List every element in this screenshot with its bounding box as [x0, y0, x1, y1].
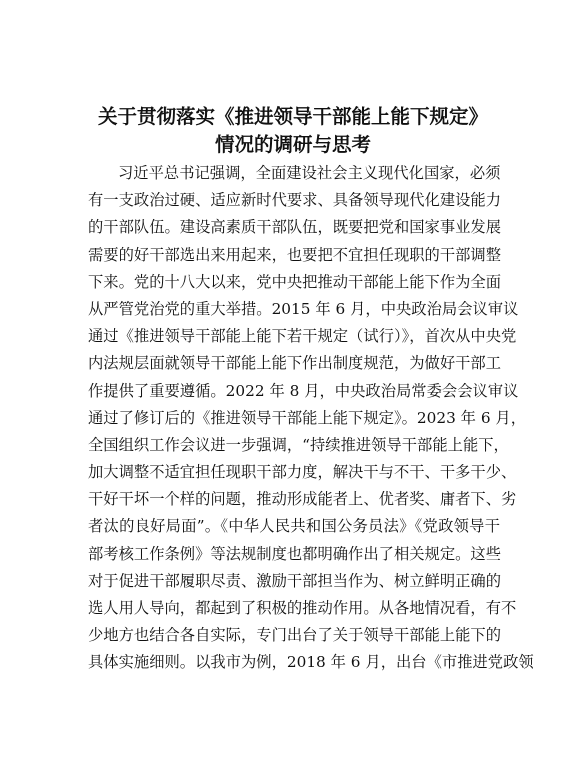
paragraph-line: 通过了修订后的《推进领导干部能上能下规定》。2023 年 6 月， — [88, 408, 527, 427]
paragraph-line: 从严管党治党的重大举措。2015 年 6 月，中央政治局会议审议 — [88, 299, 519, 318]
paragraph-line: 通过《推进领导干部能上能下若干规定（试行）》，首次从中央党 — [88, 327, 517, 346]
paragraph-line: 具体实施细则。以我市为例，2018 年 6 月，出台《市推进党政领 — [88, 653, 534, 672]
paragraph-line: 需要的好干部选出来用起来，也要把不宜担任现职的干部调整 — [88, 245, 502, 264]
paragraph-line: 习近平总书记强调，全面建设社会主义现代化国家，必须 — [118, 164, 501, 182]
paragraph-line: 选人用人导向，都起到了积极的推动作用。从各地情况看，有不 — [88, 599, 517, 617]
document-body — [88, 160, 534, 677]
document-title-line-2: 情况的调研与思考 — [214, 133, 371, 156]
paragraph-line: 内法规层面就领导干部能上能下作出制度规范，为做好干部工 — [88, 354, 502, 373]
document-title-line-1: 关于贯彻落实《推进领导干部能上能下规定》 — [97, 105, 488, 128]
paragraph-line: 部考核工作条例》等法规制度也都明确作出了相关规定。这些 — [88, 544, 502, 563]
paragraph-line: 有一支政治过硬、适应新时代要求、具备领导现代化建设能力 — [88, 191, 502, 210]
paragraph-line: 下来。党的十八大以来，党中央把推动干部能上能下作为全面 — [88, 272, 502, 291]
paragraph-line: 对于促进干部履职尽责、激励干部担当作为、树立鲜明正确的 — [88, 571, 502, 590]
paragraph-line: 的干部队伍。建设高素质干部队伍，既要把党和国家事业发展 — [88, 218, 502, 237]
paragraph-line: 少地方也结合各自实际，专门出台了关于领导干部能上能下的 — [88, 626, 502, 645]
paragraph-line: 作提供了重要遵循。2022 年 8 月，中央政治局常委会会议审议 — [88, 381, 519, 400]
paragraph-line: 干好干坏一个样的问题，推动形成能者上、优者奖、庸者下、劣 — [88, 490, 517, 509]
paragraph-line: 者汰的良好局面”。《中华人民共和国公务员法》《党政领导干 — [88, 517, 500, 536]
paragraph-line: 加大调整不适宜担任现职干部力度，解决干与不干、干多干少、 — [88, 463, 517, 482]
paragraph-line: 全国组织工作会议进一步强调，“持续推进领导干部能上能下， — [88, 435, 509, 454]
